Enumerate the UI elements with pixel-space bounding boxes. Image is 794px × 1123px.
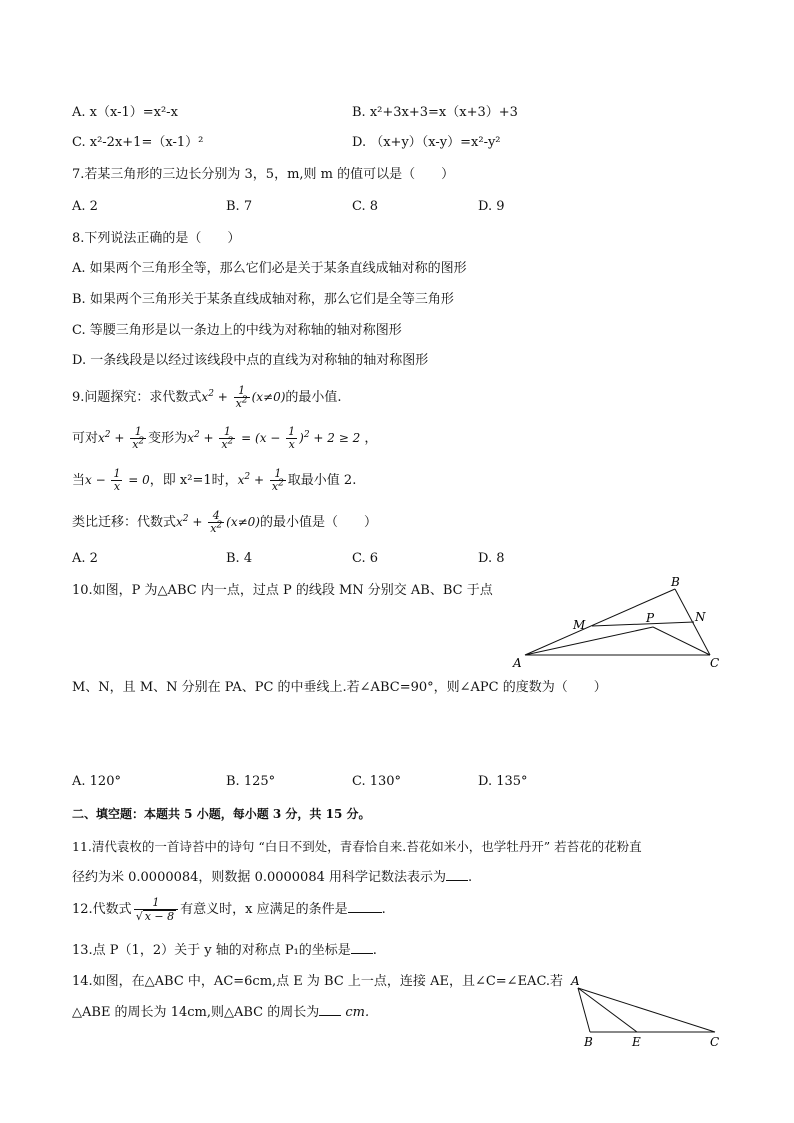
q9-line3-end: 取最小值 2. — [287, 473, 357, 488]
q9-line3-mid: ，即 x²=1时， — [149, 473, 238, 488]
q9-stem-text: 9.问题探究：求代数式 — [72, 390, 202, 405]
label-m: M — [573, 618, 586, 632]
segment-ab — [578, 988, 590, 1032]
q9-line2-mid: 变形为 — [148, 431, 188, 446]
q9-line4-text: 类比迁移：代数式 — [72, 515, 177, 530]
segment-pc — [653, 627, 710, 655]
q8-option-d[interactable]: D. 一条线段是以经过该线段中点的直线为对称轴的轴对称图形 — [72, 353, 429, 368]
q7-option-d[interactable]: D. 9 — [478, 199, 505, 214]
q11-line2 — [72, 868, 472, 887]
section-2-title: 二、填空题：本题共 5 小题，每小题 3 分，共 15 分。 — [72, 807, 371, 821]
q12-mid: 有意义时，x 应满足的条件是 — [180, 902, 348, 917]
segment-mn — [592, 622, 694, 626]
label-p: P — [646, 611, 655, 625]
q14-line2-end: cm. — [345, 1005, 370, 1020]
q7-stem: 7.若某三角形的三边长分别为 3，5，m,则 m 的值可以是（ ） — [72, 167, 455, 182]
q14-line2 — [72, 1003, 369, 1022]
q13-answer-blank[interactable] — [351, 941, 373, 954]
q11-line2-end: . — [468, 870, 473, 885]
q9-option-a[interactable]: A. 2 — [72, 551, 98, 566]
q12-text: 12.代数式 — [72, 902, 132, 917]
label-e: E — [632, 1035, 641, 1049]
q9-stem-end: 的最小值. — [285, 390, 342, 405]
q14-line1: 14.如图，在△ABC 中，AC=6cm,点 E 为 BC 上一点，连接 AE，且∠C=∠EAC.若 — [72, 974, 564, 989]
q6-option-c[interactable]: C. x²-2x+1=（x-1）² — [72, 135, 204, 150]
q9-line2-text: 可对 — [72, 431, 99, 446]
q10-option-a[interactable]: A. 120° — [72, 774, 121, 789]
label-a: A — [513, 656, 522, 670]
q14-answer-blank[interactable] — [319, 1003, 341, 1016]
q9-option-d[interactable]: D. 8 — [478, 551, 505, 566]
q13-end: . — [372, 943, 377, 958]
segment-ae — [578, 988, 637, 1032]
q11-answer-blank[interactable] — [446, 868, 468, 881]
label-a: A — [571, 974, 580, 988]
segment-ap — [525, 627, 653, 655]
label-c: C — [710, 656, 720, 670]
label-n: N — [695, 610, 706, 624]
q13-line — [72, 941, 377, 960]
q13-text: 13.点 P（1，2）关于 y 轴的对称点 P₁的坐标是 — [72, 943, 351, 958]
label-b: B — [584, 1035, 593, 1049]
q9-line4-end: 的最小值是（ ） — [260, 515, 378, 530]
q9-line3: 当x − $\frac{1}{x}$ = 0，即 x²=1时，$x^2$ + $\frac{1}{x^2}$ 取最小值 2. — [72, 467, 357, 493]
q9-option-c[interactable]: C. 6 — [352, 551, 379, 566]
q8-option-c[interactable]: C. 等腰三角形是以一条边上的中线为对称轴的轴对称图形 — [72, 323, 402, 338]
label-c: C — [710, 1035, 720, 1049]
q10-stem-line1: 10.如图，P 为△ABC 内一点，过点 P 的线段 MN 分别交 AB、BC 于点 — [72, 583, 493, 598]
segment-ac — [578, 988, 715, 1032]
q14-line2-text: △ABE 的周长为 14cm,则△ABC 的周长为 — [72, 1005, 320, 1020]
q7-option-b[interactable]: B. 7 — [226, 199, 253, 214]
q7-option-c[interactable]: C. 8 — [352, 199, 379, 214]
q9-option-b[interactable]: B. 4 — [226, 551, 253, 566]
q9-stem: 9.问题探究：求代数式$x^2$ + $\frac{1}{x^2}$ (x≠0)的最小值. — [72, 384, 342, 410]
q6-option-a[interactable]: A. x（x-1）=x²-x — [72, 105, 178, 120]
q11-line2-text: 径约为米 0.0000084，则数据 0.0000084 用科学记数法表示为 — [72, 870, 446, 885]
q12-line: 12.代数式 $\frac{1}{√ x - 8}$ 有意义时，x 应满足的条件是 . — [72, 895, 386, 923]
q10-option-b[interactable]: B. 125° — [226, 774, 276, 789]
q10-triangle-figure — [505, 575, 730, 675]
q10-option-d[interactable]: D. 135° — [478, 774, 528, 789]
q12-answer-blank[interactable] — [348, 900, 382, 913]
q10-option-c[interactable]: C. 130° — [352, 774, 402, 789]
q14-triangle-figure — [565, 970, 730, 1050]
q9-line4: 类比迁移：代数式$x^2$ + $\frac{4}{x^2}$ (x≠0)的最小值是（ ） — [72, 509, 378, 535]
q6-option-d[interactable]: D. （x+y）（x-y）=x²-y² — [352, 135, 501, 150]
q9-line2: 可对$x^2$ + $\frac{1}{x^2}$ 变形为$x^2$ + $\frac{1}{x^2}$ = (x − $\frac{1}{x}$ )$^2$ + 2 ≥ 2 ， — [72, 425, 378, 451]
label-b: B — [671, 575, 680, 589]
q11-line1: 11.清代袁枚的一首诗苔中的诗句 “白日不到处，青春恰自来.苔花如米小，也学牡丹开” 若苔花的花粉直 — [72, 839, 642, 854]
q6-option-b[interactable]: B. x²+3x+3=x（x+3）+3 — [352, 105, 518, 120]
q9-line3-text: 当 — [72, 473, 86, 488]
q8-option-b[interactable]: B. 如果两个三角形关于某条直线成轴对称，那么它们是全等三角形 — [72, 292, 454, 307]
q8-option-a[interactable]: A. 如果两个三角形全等，那么它们必是关于某条直线成轴对称的图形 — [72, 261, 467, 276]
q8-stem: 8.下列说法正确的是（ ） — [72, 231, 241, 246]
q7-option-a[interactable]: A. 2 — [72, 199, 98, 214]
q10-stem-line2: M、N，且 M、N 分别在 PA、PC 的中垂线上.若∠ABC=90°，则∠APC 的度数为（ ） — [72, 680, 607, 695]
q12-end: . — [381, 902, 386, 917]
